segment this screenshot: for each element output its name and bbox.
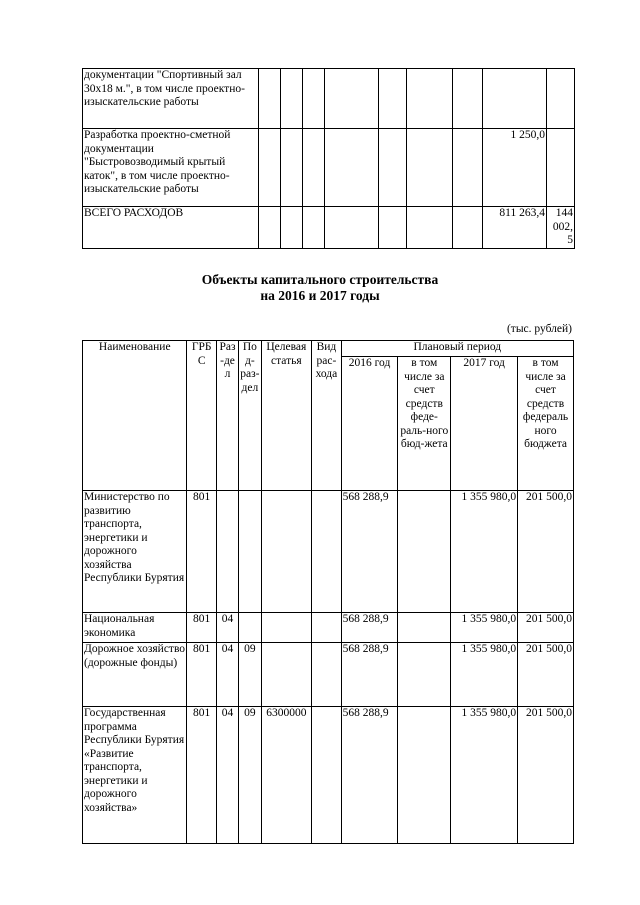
cell-target xyxy=(261,643,312,707)
cell-podrazdel: 09 xyxy=(239,707,261,844)
cell-2017: 1 355 980,0 xyxy=(451,491,518,613)
cell-razdel: 04 xyxy=(216,613,238,643)
cell-name: Министерство по развитию транспорта, энергетики и дорожного хозяйства Республики Бурятия xyxy=(83,491,187,613)
cell-fed-2016 xyxy=(398,643,451,707)
cell-vid xyxy=(312,707,341,844)
table-row xyxy=(83,491,574,613)
cell-2017: 1 355 980,0 xyxy=(451,707,518,844)
cell-value: 1 250,0 xyxy=(483,129,547,207)
previous-table-fragment xyxy=(82,68,575,249)
cell-value: 811 263,4 xyxy=(483,207,547,249)
capital-construction-table xyxy=(82,340,574,844)
cell-podrazdel xyxy=(239,613,261,643)
header-row xyxy=(83,341,574,357)
cell-grbs: 801 xyxy=(187,707,216,844)
section-title: Объекты капитального строительства xyxy=(201,272,439,287)
cell-fed-2016 xyxy=(398,707,451,844)
cell-target xyxy=(261,613,312,643)
header-vid: Вид рас-хода xyxy=(312,341,341,491)
section-subtitle: на 2016 и 2017 годы xyxy=(260,288,380,303)
cell-target xyxy=(261,491,312,613)
cell-fed-2017: 201 500,0 xyxy=(518,707,574,844)
cell-vid xyxy=(312,613,341,643)
header-grbs: ГРБС xyxy=(187,341,216,491)
table-row-total xyxy=(83,207,575,249)
header-podrazdel: Под-раз-дел xyxy=(239,341,261,491)
cell-fed-2017: 201 500,0 xyxy=(518,491,574,613)
cell-grbs: 801 xyxy=(187,613,216,643)
cell-fed-2017: 201 500,0 xyxy=(518,643,574,707)
cell-value xyxy=(547,129,575,207)
cell-2016: 568 288,9 xyxy=(341,643,398,707)
header-name: Наименование xyxy=(83,341,187,491)
cell-name: ВСЕГО РАСХОДОВ xyxy=(83,207,259,249)
cell-razdel xyxy=(216,491,238,613)
cell-value xyxy=(547,69,575,129)
cell-podrazdel: 09 xyxy=(239,643,261,707)
cell-2016: 568 288,9 xyxy=(341,707,398,844)
header-fed-2016: в том числе за счет средств феде-раль-ного бюд-жета xyxy=(398,357,451,491)
cell-value: 144 002,5 xyxy=(547,207,575,249)
cell-name: Национальная экономика xyxy=(83,613,187,643)
cell-podrazdel xyxy=(239,491,261,613)
cell-razdel: 04 xyxy=(216,707,238,844)
cell-fed-2016 xyxy=(398,613,451,643)
header-2017: 2017 год xyxy=(451,357,518,491)
table-row xyxy=(83,69,575,129)
cell-value xyxy=(483,69,547,129)
table-row xyxy=(83,643,574,707)
header-fed-2017: в том числе за счет средств федераль ного бюджета xyxy=(518,357,574,491)
cell-grbs: 801 xyxy=(187,643,216,707)
table-row xyxy=(83,707,574,844)
cell-name: Разработка проектно-сметной документации "Быстровозводимый крытый каток", в том числе проектно-изыскательские работы xyxy=(83,129,259,207)
cell-fed-2017: 201 500,0 xyxy=(518,613,574,643)
cell-name: Государственная программа Республики Бурятия «Развитие транспорта, энергетики и дорожного хозяйства» xyxy=(83,707,187,844)
cell-vid xyxy=(312,491,341,613)
cell-2016: 568 288,9 xyxy=(341,491,398,613)
header-plan: Плановый период xyxy=(341,341,573,357)
cell-fed-2016 xyxy=(398,491,451,613)
cell-name: документации "Спортивный зал 30х18 м.", в том числе проектно-изыскательские работы xyxy=(83,69,259,129)
cell-2017: 1 355 980,0 xyxy=(451,613,518,643)
header-2016: 2016 год xyxy=(341,357,398,491)
cell-2016: 568 288,9 xyxy=(341,613,398,643)
cell-vid xyxy=(312,643,341,707)
cell-grbs: 801 xyxy=(187,491,216,613)
table-row xyxy=(83,613,574,643)
header-target: Целевая статья xyxy=(261,341,312,491)
table-row xyxy=(83,129,575,207)
cell-2017: 1 355 980,0 xyxy=(451,643,518,707)
cell-razdel: 04 xyxy=(216,643,238,707)
cell-name: Дорожное хозяйство (дорожные фонды) xyxy=(83,643,187,707)
cell-target: 6300000 xyxy=(261,707,312,844)
units-label: (тыс. рублей) xyxy=(506,323,572,335)
header-razdel: Раз-дел xyxy=(216,341,238,491)
